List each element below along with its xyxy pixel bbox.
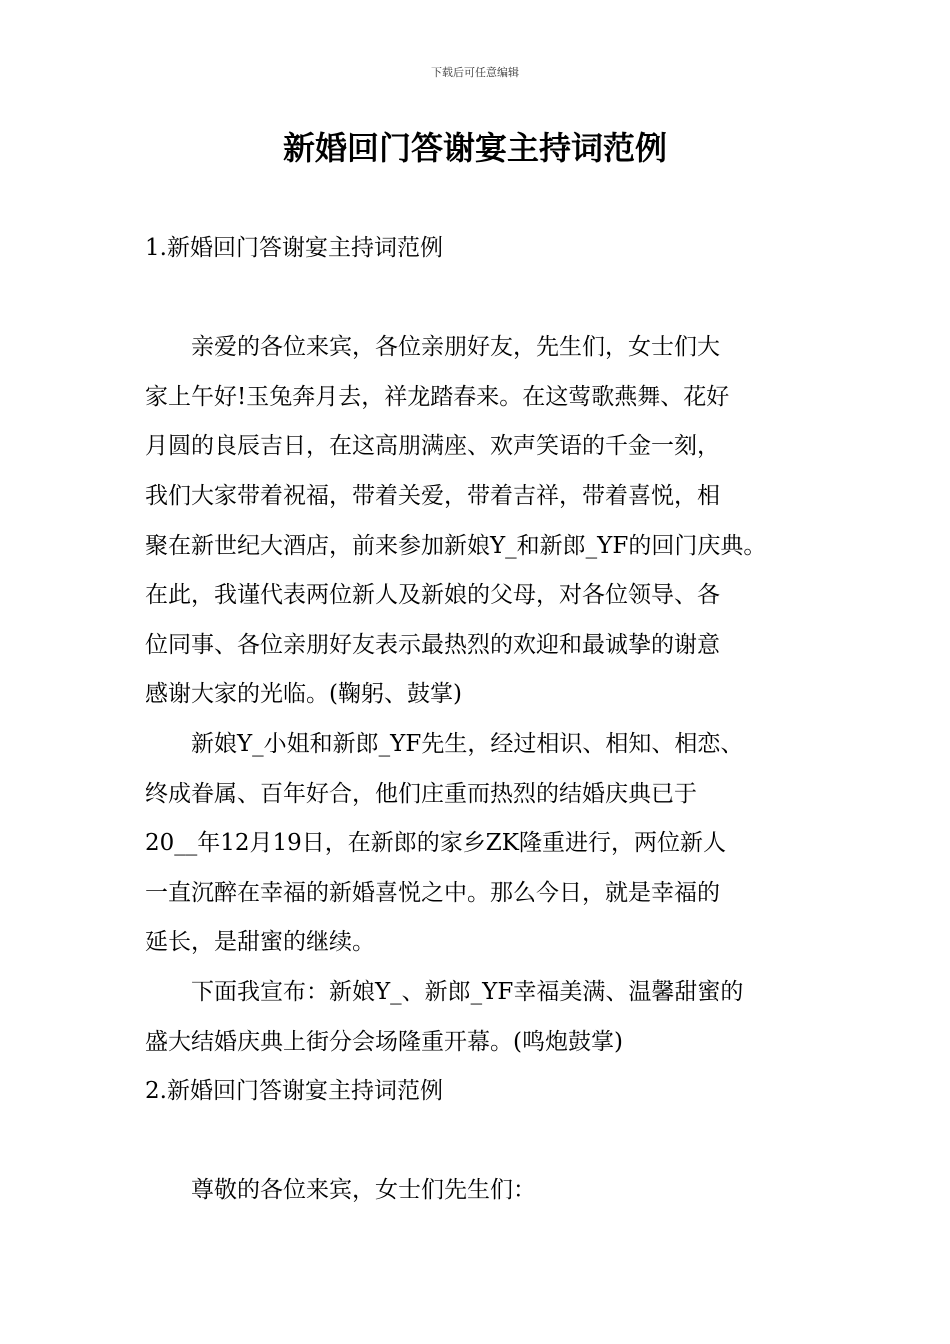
paragraph-line: 在此，我谨代表两位新人及新娘的父母，对各位领导、各 <box>145 582 720 609</box>
paragraph-line: 聚在新世纪大酒店，前来参加新娘Y_和新郎_YF的回门庆典。 <box>145 532 767 559</box>
paragraph-line: 感谢大家的光临。(鞠躬、鼓掌) <box>145 681 462 708</box>
paragraph-line: 20__年12月19日，在新郎的家乡ZK隆重进行，两位新人 <box>145 830 726 857</box>
paragraph-line: 下面我宣布：新娘Y_、新郎_YF幸福美满、温馨甜蜜的 <box>191 978 744 1005</box>
paragraph-greeting <box>145 1166 810 1216</box>
paragraph-line: 延长，是甜蜜的继续。 <box>145 929 375 956</box>
blank-line <box>145 1117 810 1167</box>
paragraph-announcement <box>145 968 810 1067</box>
paragraph-line: 位同事、各位亲朋好友表示最热烈的欢迎和最诚挚的谢意 <box>145 631 720 658</box>
document-title: 新婚回门答谢宴主持词范例 <box>282 129 667 167</box>
paragraph-couple <box>145 720 810 968</box>
paragraph-line: 新娘Y_小姐和新郎_YF先生，经过相识、相知、相恋、 <box>191 730 744 757</box>
paragraph-line: 盛大结婚庆典上街分会场隆重开幕。(鸣炮鼓掌) <box>145 1028 623 1055</box>
section-heading-2: 2.新婚回门答谢宴主持词范例 <box>145 1078 443 1105</box>
paragraph-welcome <box>145 323 810 720</box>
paragraph-line: 尊敬的各位来宾，女士们先生们： <box>191 1177 536 1204</box>
paragraph-line: 我们大家带着祝福，带着关爱，带着吉祥，带着喜悦，相 <box>145 482 720 509</box>
paragraph-line: 亲爱的各位来宾，各位亲朋好友，先生们，女士们大 <box>191 334 720 361</box>
blank-line <box>145 274 810 324</box>
paragraph-line: 一直沉醉在幸福的新婚喜悦之中。那么今日，就是幸福的 <box>145 879 720 906</box>
section-heading-1: 1.新婚回门答谢宴主持词范例 <box>145 235 443 261</box>
paragraph-line: 月圆的良辰吉日，在这高朋满座、欢声笑语的千金一刻， <box>145 433 720 460</box>
paragraph-line: 家上午好!玉兔奔月去，祥龙踏春来。在这莺歌燕舞、花好 <box>145 383 730 410</box>
paragraph-line: 终成眷属、百年好合，他们庄重而热烈的结婚庆典已于 <box>145 780 697 807</box>
document-body <box>145 224 810 1216</box>
header-note: 下载后可任意编辑 <box>431 66 519 79</box>
